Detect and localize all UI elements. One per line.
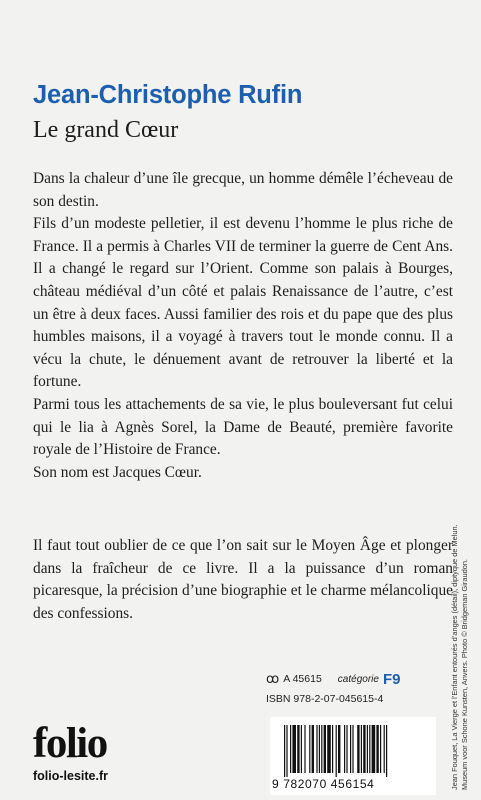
publisher-code-icon: ꝏ <box>266 671 280 686</box>
barcode-bar <box>301 725 302 773</box>
credit-line: Museum voor Schone Kunsten, Anvers. Photo © Bridgeman Giraudon. <box>460 559 469 790</box>
blurb-paragraph: Parmi tous les attachements de sa vie, le plus bouleversant fut celui qui le lia à Agnès Sorel, la Dame de Beauté, première favorite royale de l’Histoire de France. <box>33 395 453 459</box>
barcode-bar <box>363 725 365 773</box>
review-blurb <box>33 535 453 625</box>
category-value: F9 <box>382 670 401 688</box>
barcode-bar <box>292 725 296 773</box>
review-paragraph: Il faut tout oublier de ce que l’on sait sur le Moyen Âge et plonger dans la fraîcheur de ce livre. Il a la puissance d’un roman picaresque, la précision d’une biographie et le charme mélancolique des confessions. <box>33 537 453 622</box>
barcode-number: 9 782070 456154 <box>272 777 375 791</box>
barcode-bar <box>327 725 331 773</box>
barcode-bar <box>297 725 299 773</box>
barcode-bar <box>386 725 387 777</box>
barcode-bar <box>344 725 345 773</box>
barcode-bar <box>346 725 347 773</box>
author-name: Jean-Christophe Rufin <box>33 81 303 109</box>
barcode-bar <box>316 725 317 773</box>
barcode-bar <box>286 725 287 777</box>
barcode-bar <box>384 725 385 773</box>
barcode-bars <box>284 725 422 777</box>
barcode-bar <box>290 725 291 773</box>
barcode-bar <box>376 725 378 773</box>
blurb <box>33 168 453 484</box>
barcode-bar <box>332 725 333 773</box>
barcode-bar <box>319 725 320 773</box>
credit-line: Jean Fouquet, La Vierge et l’Enfant entourés d’anges (détail), diptyque de Melun. <box>450 524 459 790</box>
website-url: folio-lesite.fr <box>33 769 109 783</box>
barcode-bar <box>357 725 359 773</box>
barcode-bar <box>324 725 326 773</box>
barcode-bar <box>350 725 351 773</box>
barcode-bar <box>336 725 337 777</box>
barcode-bar <box>367 725 368 773</box>
barcode-bar <box>372 725 376 773</box>
barcode-bar <box>338 725 340 773</box>
barcode-bar <box>352 725 353 773</box>
barcode-bar <box>321 725 322 773</box>
barcode <box>270 717 436 795</box>
image-credit <box>450 490 470 790</box>
barcode-bar <box>304 725 305 773</box>
barcode-bar <box>312 725 314 773</box>
barcode-bar <box>361 725 362 773</box>
folio-logo: folio <box>33 720 107 767</box>
barcode-bar <box>284 725 285 777</box>
blurb-paragraph: Fils d’un modeste pelletier, il est devenu l’homme le plus riche de France. Il a permis à Charles VII de terminer la guerre de Cent Ans. Il a changé le regard sur l’Orient. Comme son palais à Bourges, château médiéval d’un côté et palais Renaissance de l’autre, c’est un être à deux faces. Aussi familier des rois et du pape que des plus humbles maisons, il a voyagé à travers tout le monde connu. Il a vécu la chute, le dénuement avant de retrouver la liberté et la fortune. <box>33 215 453 391</box>
barcode-bar <box>369 725 370 773</box>
catalog-info <box>266 668 400 705</box>
blurb-paragraph: Son nom est Jacques Cœur. <box>33 463 202 481</box>
barcode-bar <box>380 725 381 773</box>
book-title: Le grand Cœur <box>33 117 179 143</box>
category-label: catégorie <box>337 673 379 685</box>
isbn: ISBN 978-2-07-045615-4 <box>266 693 384 705</box>
blurb-paragraph: Dans la chaleur d’une île grecque, un homme démêle l’écheveau de son destin. <box>33 170 453 210</box>
catalog-code: A 45615 <box>283 673 322 685</box>
barcode-bar <box>309 725 310 773</box>
